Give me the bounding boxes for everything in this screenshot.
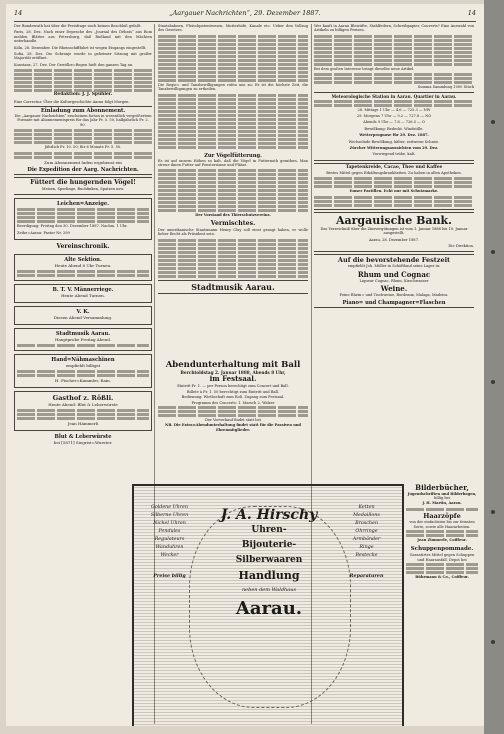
concert-note: NB. Die Extra=Abendunterhaltung findet statt für die Passiven und Ehrenmitglieder.: [165, 423, 301, 432]
sewing-text: empfiehlt billigst: [65, 362, 101, 368]
page-header: [14, 9, 476, 22]
death-notice-text: Beerdigung: Freitag den 30. Dezember 1887, Nachm. 1 Uhr.: [17, 224, 128, 229]
club-ad: [14, 328, 152, 351]
subscription-text: Die „Aargauer Nachrichten“ erscheinen fortan in wesentlich vergrößertem Formate mit Abonnementspreis für das Jahr Fr. 5. 50, halbjährlich Fr. 2. 80.: [14, 114, 152, 127]
jewelry-item: Broschen: [355, 521, 378, 526]
pomade-text: Garantirtes Mittel gegen Schuppen und Haarausfall. Depot bei: [409, 553, 475, 562]
books-sub: Jugendschriften und Bilderbogen,: [407, 492, 477, 496]
jewelry-list: [339, 504, 394, 580]
death-notice-note: Zeihe=Aarau: Pastor Nr. 299: [17, 230, 70, 235]
jewelry-item: Armbänder: [352, 537, 381, 542]
weather-station-title: Meteorologische Station in Aarau. Quartier in Aarau.: [331, 93, 457, 99]
watch-list: [142, 504, 197, 580]
holiday-title: Auf die bevorstehende Festzeit: [337, 256, 451, 265]
club-ad: [14, 254, 152, 281]
newspaper-title-date: „Aargauer Nachrichten“, 29. Dezember 1887.: [169, 9, 321, 17]
sausage-ad-title: Blut & Leberwürste: [54, 433, 112, 440]
braids-title: Haarzöpfe: [423, 512, 461, 521]
subscription-title: Einladung zum Abonnement.: [40, 108, 126, 115]
collection-sum: [314, 85, 474, 89]
right-lower-ads: [406, 484, 478, 580]
shop-name: [199, 508, 339, 620]
club-chronicle-title: Vereinschronik.: [56, 242, 110, 250]
wine-text: Feine Rhein= und Tischweine, Bordeaux, Malaga, Madeira.: [339, 293, 449, 298]
inn-text: Heute Abend: Blut & Leberwürste: [48, 401, 118, 407]
bank-signature: Die Direktion.: [448, 243, 474, 248]
shop-line: Silberwaaren: [235, 555, 303, 565]
inn-ad: [14, 391, 152, 431]
watch-item: Wecker: [160, 553, 179, 558]
outlook-title: Zürcher Witterungsaussichten vom 29. Dez.: [349, 146, 439, 151]
holiday-ad: [314, 254, 474, 307]
jewelry-item: Ketten: [358, 505, 375, 510]
watch-item: Silberne Uhren: [150, 513, 189, 518]
forecast-title: Wetterprognose für 29. Dez. 1887.: [359, 133, 429, 138]
concert-program: Programm des Concerts: 1. Marsch 2. Walzer: [191, 400, 275, 405]
club-title: V. K.: [76, 308, 90, 315]
news-paragraph: Der Bundesrath hat über die Preisfrage noch keinen Beschluß gefaßt.: [14, 24, 142, 28]
birds-ad: [14, 177, 152, 195]
news-paragraph: Paris, 28. Dez. Nach einer Depesche des „Journal des Débats“ aus Rom melden Blätter aus Petersburg, daß Rußland mit den Mächten unterhandle.: [14, 30, 152, 44]
jewelry-item: Ohrringe: [355, 529, 378, 534]
books-seller: J. H. Martin, Aarau.: [422, 500, 462, 505]
sewing-machine-ad: [14, 354, 152, 388]
bank-title: Aargauische Bank.: [335, 213, 453, 227]
concert-ad-body: [158, 359, 308, 433]
expedition-signature: Die Expedition der Aarg. Nachrichten.: [27, 166, 139, 173]
watch-item: Nickel Uhren: [153, 521, 186, 526]
weather-note: Bewölkung: Bedeckt. Windstille.: [364, 126, 424, 131]
newspaper-page: [6, 4, 485, 726]
birds-text: Meisen, Sperlinge, Buchfinken, Spatzen usw.: [41, 186, 125, 191]
club-text: Diesen Abend Versammlung.: [53, 314, 113, 320]
club-title: Stadtmusik Aarau.: [55, 330, 111, 337]
watch-item: Regulateurs: [154, 537, 185, 542]
jewelry-item: Medaillons: [353, 513, 380, 518]
page-number-right: 14: [467, 9, 476, 17]
death-notice: [14, 198, 152, 240]
concert-tickets: Billete à Fr. 1. 50 berechtigt zum Eintritt und Ball.: [186, 389, 280, 394]
watch-item: Wanduhren: [155, 545, 184, 550]
concert-location: im Festsaal.: [209, 374, 257, 384]
news-paragraph: Sofia, 28. Dez. Die Sobranje wurde in geheimer Sitzung mit großer Majorität eröffnet.: [14, 52, 152, 61]
prices-label: Preise billig: [153, 573, 186, 579]
collection-label: Summa Sammlung: [417, 85, 453, 90]
binding-hole: [491, 250, 495, 254]
cacao-text: Bestes Mittel gegen Erkältungskrankheiten. Zu haben in allen Apotheken.: [326, 170, 462, 175]
club-title: B. T. V. Männerriege.: [52, 286, 114, 293]
inn-title: Gasthof z. Rößli.: [52, 393, 114, 402]
column-middle: [158, 24, 308, 296]
club-ad: [14, 284, 152, 303]
shop-line: Handlung: [238, 569, 300, 582]
weather-row: 29. Morgens 7 Uhr — 9.2 — 727.8 — NO: [356, 114, 432, 119]
bird-feeding-title: Zur Vögelfütterung.: [204, 152, 262, 159]
bank-ad: [314, 212, 474, 253]
news-paragraph: Wer kauft in Aarau Bleistifte, Stahlfedern, Schreibpapier, Couverts? Eine Auswahl von Artikeln zu billigen Preisen.: [314, 24, 474, 33]
books-title: Bilderbücher,: [415, 483, 469, 492]
watch-shop-ad: [132, 484, 404, 726]
sewing-title: Hand=Nähmaschinen: [51, 356, 115, 363]
weather-row: Abends 9 Uhr — 7.6 — 726.5 — O: [363, 120, 425, 125]
death-notice-title: Leichen=Anzeige.: [56, 201, 109, 208]
binding-hole: [491, 510, 495, 514]
news-paragraph: Köln, 28. Dezember. Die Rheinschifffahrt ist wegen Eisgangs eingestellt.: [14, 45, 147, 50]
column-left: [14, 24, 152, 447]
subscription-price: Jährlich Fr. 10. 50; für 6 Monate Fr. 5. 50.: [44, 145, 122, 150]
cacao-title: Tapetenkreide, Cacao, Thee und Kaffee: [345, 164, 443, 170]
jewelry-item: Bestecke: [355, 553, 378, 558]
news-paragraph: Bei dem großen Interesse bringt dieselbe neue Artikel.: [314, 66, 415, 71]
miscellaneous-title: Vermischtes.: [210, 219, 256, 227]
bank-date: Aarau, 28. Dezember 1887.: [368, 237, 420, 242]
weather-row: 28. Mittags 1 Uhr — 4.6 — 725.3 — NW: [357, 107, 431, 112]
jewelry-item: Ringe: [359, 545, 374, 550]
concert-entry: Eintritt Fr. 1. — per Person berechtigt zum Concert und Ball.: [177, 384, 289, 389]
outlook-text: Vorwiegend trübe, kalt.: [372, 152, 416, 157]
wine-title: Weine.: [380, 284, 408, 294]
shop-location-note: neben dem Waldhaus: [241, 587, 297, 593]
binding-hole: [491, 640, 495, 644]
concert-date: Berchtoldstag 2. Januar 1888, Abends 8 Uhr,: [180, 370, 286, 375]
binding-hole: [491, 380, 495, 384]
shop-line: Uhren-: [251, 525, 287, 535]
shop-city: Aarau.: [235, 598, 303, 619]
birds-title: Füttert die hungernden Vögel!: [30, 178, 136, 186]
club-text: Heute Abend 8 Uhr Turnen.: [54, 262, 112, 268]
subscription-invite: Zum Abonnement laden ergebenst ein: [44, 159, 122, 165]
sausage-ad-sub: bei [5871] Siegrist=Wurster.: [53, 439, 113, 445]
binding-hole: [491, 120, 495, 124]
concert-ad: [158, 280, 308, 294]
concert-title: Abendunterhaltung mit Ball: [165, 360, 301, 370]
pomade-title: Schuppenpommade.: [410, 546, 474, 553]
sewing-name: H. Fischer=Kummler, Rain.: [55, 377, 111, 383]
concert-service: Bedienung: Wirthschaft zum Roß. Zugang zum Festsaal.: [181, 395, 285, 400]
rum-title: Rhum und Cognac: [357, 269, 431, 279]
watch-item: Pendules: [158, 529, 181, 534]
column-right: [314, 24, 474, 310]
subscription-ad: [14, 106, 152, 175]
news-paragraph: Staatsbahnen, Fleischpatentwesen, Mutterhöfe, Kanale etc. Ueber den Vollzug des Gesetzes.: [158, 24, 308, 33]
concert-org-title: Stadtmusik Aarau.: [191, 281, 275, 292]
editor-line: Redaktion: J. J. Spühler.: [53, 92, 113, 98]
repairs-label: Reparaturen: [349, 573, 384, 579]
club-text: Hauptprobe Freitag Abend.: [54, 336, 112, 342]
club-ad: [14, 306, 152, 325]
braids-seller: Jean Zimmerle, Coiffeur.: [417, 538, 467, 543]
watch-item: Goldene Uhren: [151, 505, 188, 510]
binding-strip: [484, 0, 504, 734]
holiday-text: empfiehlt Joh. Müller in Schöftland seine Lager in:: [347, 264, 441, 269]
page-number-left: 14: [14, 9, 23, 17]
bank-text: Das Verzeichniß über die Zinsvergütungen ist vom 1. Januar 1888 bis 10. Januar ausgestellt.: [320, 226, 468, 236]
correction-note: Eine Correctur. Über die Kulturgeschichte Aarau folgt Morgen.: [14, 99, 130, 104]
news-paragraph: Konstanz, 27. Dez. Der Gewölbe=Regen hielt den ganzen Tag an.: [14, 62, 134, 67]
braids-text: von der einfachsten bis zur feinsten Sorte, sowie alle Haararbeiten.: [409, 520, 475, 529]
books-text: billig bei: [434, 496, 450, 501]
shop-owner: J. A. Hirschy: [220, 507, 318, 523]
weather-station: [314, 92, 474, 161]
concert-presale: Der Vorverkauf findet statt bei: [205, 418, 261, 423]
club-title: Alte Sektion.: [64, 256, 102, 263]
inn-name: Jean Hämmerli: [67, 420, 99, 426]
bottles-title: Piano= und Champagner=Flaschen: [342, 299, 446, 306]
pomade-seller: Bührmann & Co., Coiffeur.: [415, 575, 469, 580]
cacao-ad: [314, 163, 474, 210]
collection-value: 1000 Stück: [453, 85, 474, 90]
pastilles-ad: Emser Pastillen. Echt nur mit Schutzmarke.: [349, 189, 439, 194]
shop-line: Bijouterie-: [241, 540, 297, 550]
miscellaneous-text: Der amerikanische Staatsmann Henry Clay soll einst gesagt haben, er wolle lieber Recht als Präsident sein.: [158, 227, 308, 237]
forecast-text: Wechselnde Bewölkung, kälter, zeitweise Schnee.: [348, 139, 440, 144]
bird-feeding-text: Es ist auf unsern Höhen so kalt, daß die Vögel in Futternoth gerathen. Man streue ihnen Futter auf Fenstersimse und Plätze.: [158, 158, 308, 168]
bird-feeding-signature: Der Vorstand des Thierschutzvereins.: [195, 213, 271, 218]
rum-text: Liqueur Cognac, Rhum, Kirschwasser: [359, 278, 429, 283]
club-text: Heute Abend Turnen.: [61, 292, 105, 298]
news-paragraph: Die Regie= und Tanzbewilligungen rufen uns zu: Es ist die höchste Zeit, die Tanzbewilligungen zu ertheilen.: [158, 82, 308, 92]
